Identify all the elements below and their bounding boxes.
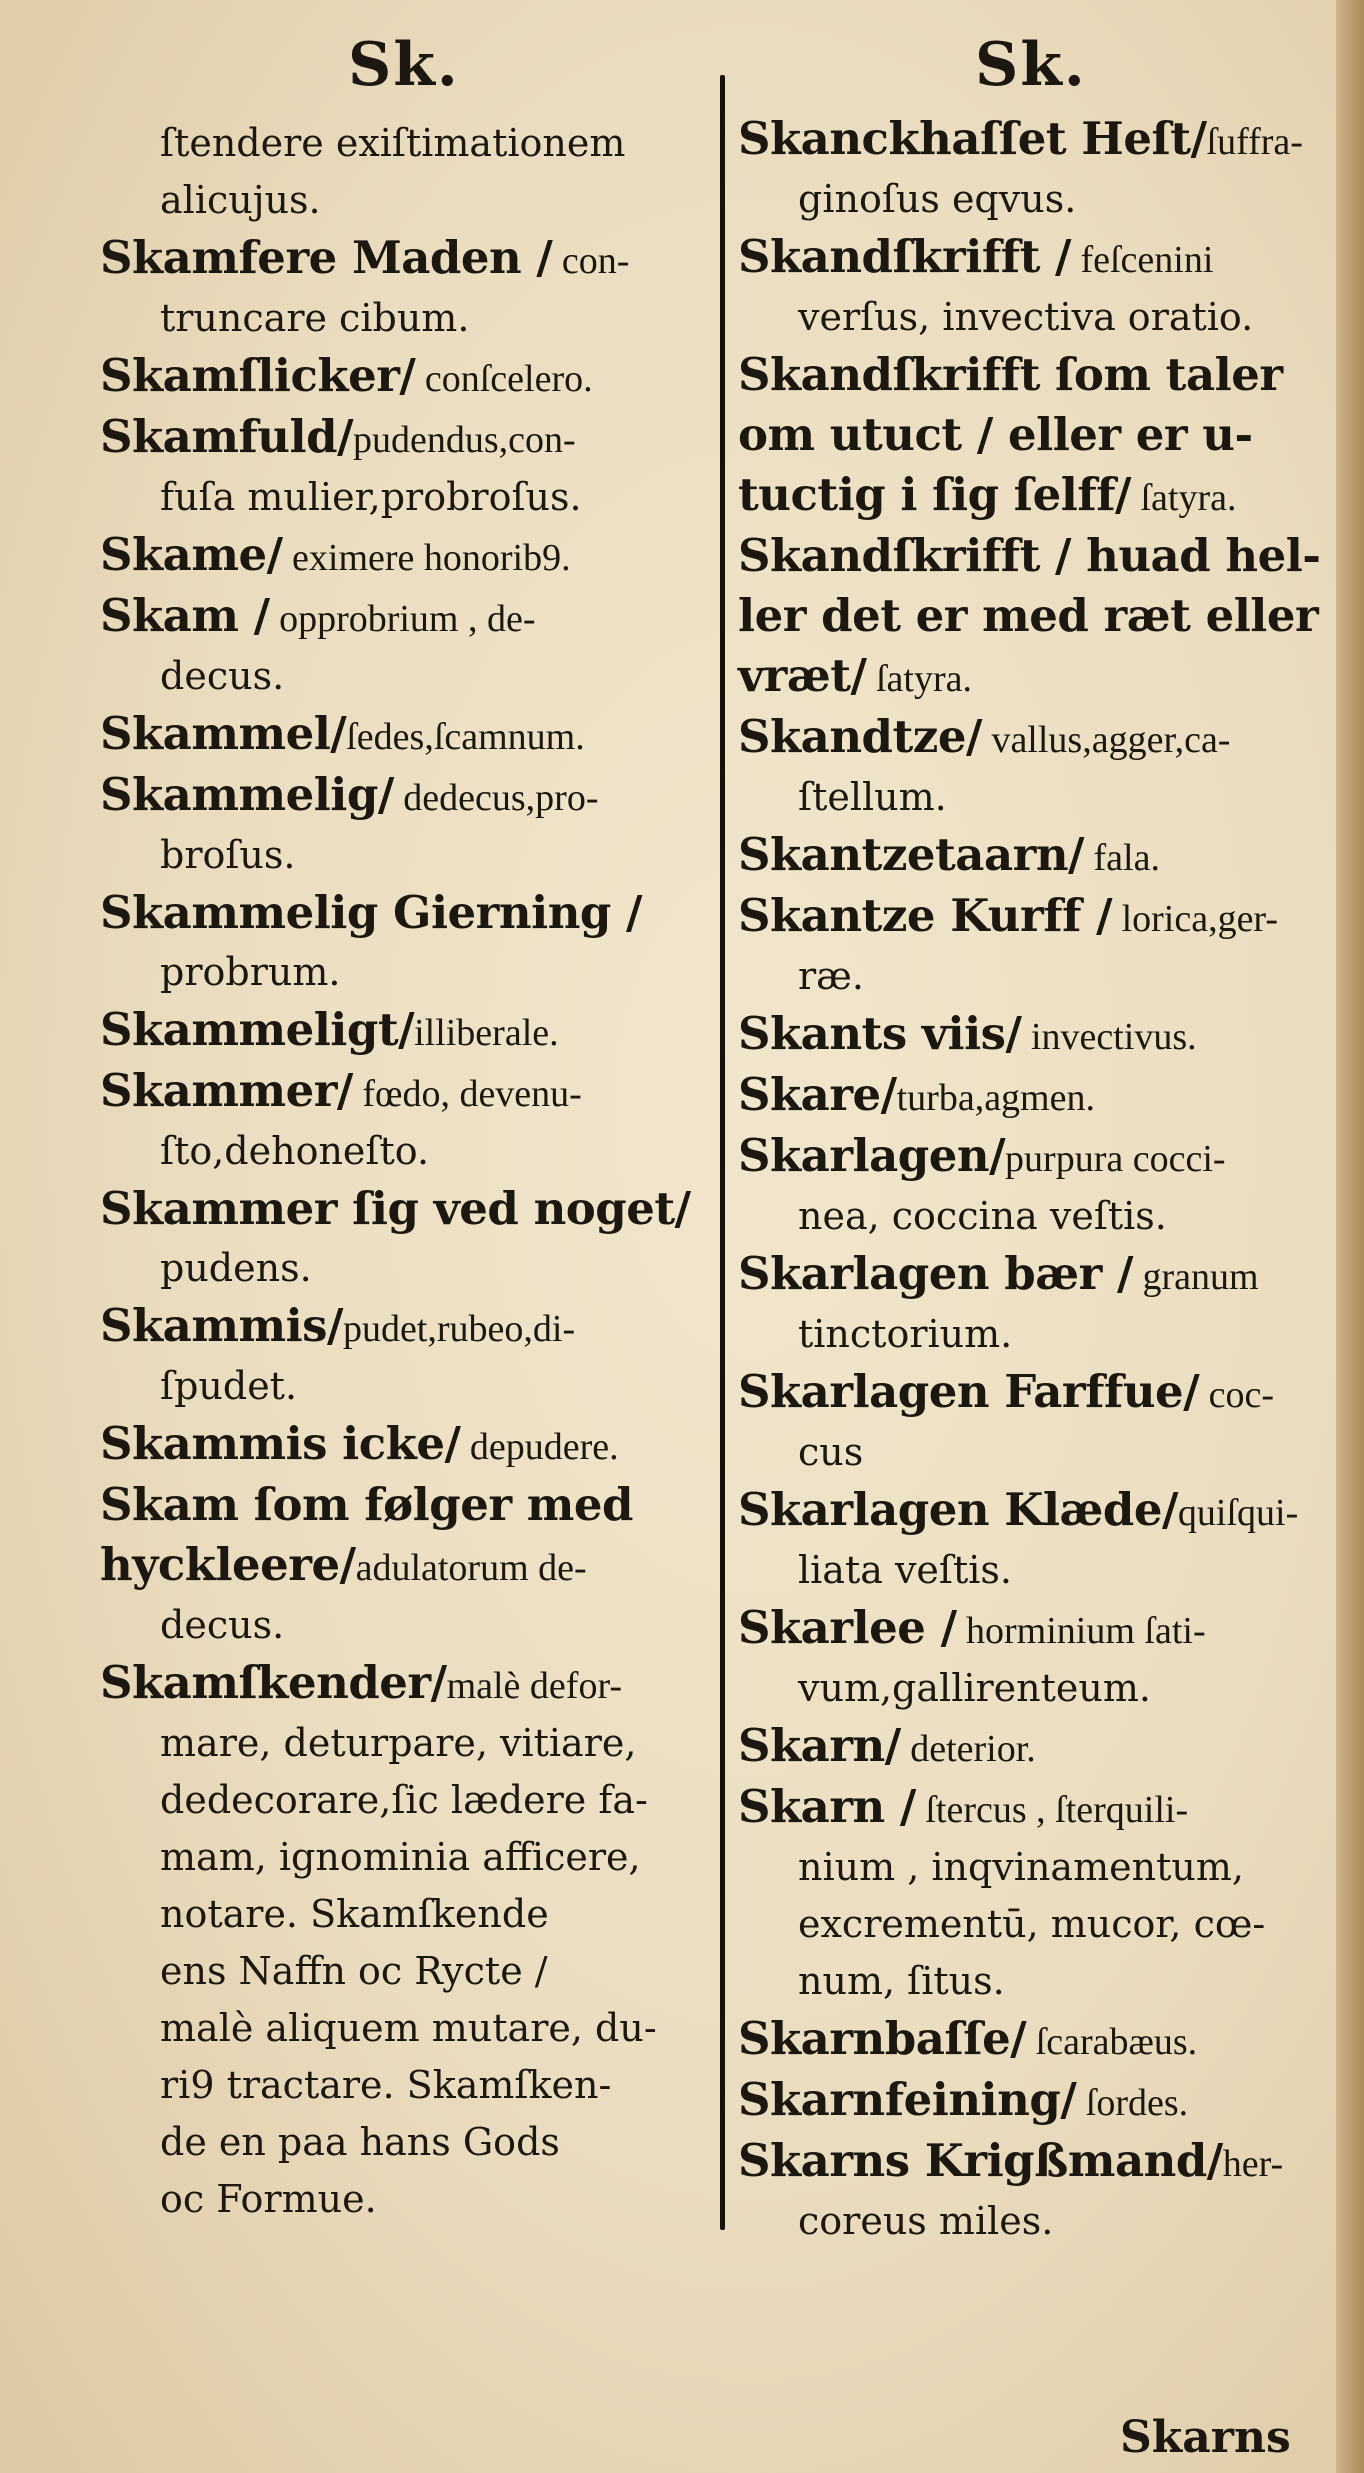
entry-translation: fala. xyxy=(1084,837,1160,879)
entry-headword: Skarlagen bær / xyxy=(738,1247,1133,1300)
dictionary-entry xyxy=(100,1297,705,1358)
dictionary-entry xyxy=(738,406,1328,466)
entry-continuation: verſus, invectiva oratio. xyxy=(798,295,1254,339)
entry-translation: fœdo, devenu- xyxy=(352,1073,582,1115)
entry-translation: pudendus,con- xyxy=(353,419,576,461)
entry-translation: pudet,rubeo,di- xyxy=(342,1308,576,1350)
dictionary-entry xyxy=(738,228,1328,289)
column-divider xyxy=(720,75,725,2230)
entry-translation: con- xyxy=(552,240,630,282)
entry-headword: Skanckhaſſet Heſt/ xyxy=(738,112,1207,165)
tail-line: mare, deturpare, vitiare, xyxy=(160,1721,637,1765)
lead-line: alicujus. xyxy=(160,178,321,222)
entry-translation: ſcarabæus. xyxy=(1026,2021,1198,2063)
entry-headword: Skarn / xyxy=(738,1780,916,1833)
dictionary-entry xyxy=(738,346,1328,406)
dictionary-entry xyxy=(738,466,1328,527)
left-tail-text xyxy=(100,1715,705,2228)
entry-continuation: decus. xyxy=(160,1603,285,1647)
entry-continuation: nea, coccina veſtis. xyxy=(798,1194,1167,1238)
catchword: Skarns xyxy=(1120,2412,1291,2463)
dictionary-entry xyxy=(738,887,1328,948)
entry-headword: Skamſkender/ xyxy=(100,1656,447,1709)
entry-continuation: num, ſitus. xyxy=(798,1959,1005,2003)
right-running-head: Sk. xyxy=(975,30,1087,100)
entry-headword: Skammel/ xyxy=(100,707,347,760)
dictionary-entry xyxy=(100,1476,705,1536)
dictionary-entry xyxy=(738,1245,1328,1306)
dictionary-entry xyxy=(100,1001,705,1062)
entry-continuation: truncare cibum. xyxy=(160,296,470,340)
entry-translation: ſtercus , ſterquili- xyxy=(915,1789,1189,1831)
entry-translation: ſedes,ſcamnum. xyxy=(346,716,585,758)
dictionary-entry xyxy=(100,229,705,290)
entry-continuation: decus. xyxy=(160,654,285,698)
dictionary-entry xyxy=(738,1066,1328,1127)
entry-headword: Skantzetaarn/ xyxy=(738,828,1084,881)
entry-headword: hyckleere/ xyxy=(100,1538,356,1591)
dictionary-entry xyxy=(100,1415,705,1476)
entry-continuation: pudens. xyxy=(160,1246,312,1290)
entry-headword: Skame/ xyxy=(100,528,283,581)
dictionary-entry xyxy=(100,408,705,469)
entry-headword: Skammis/ xyxy=(100,1299,343,1352)
dictionary-entry xyxy=(738,1717,1328,1778)
dictionary-entry xyxy=(100,766,705,827)
left-column xyxy=(100,115,705,2228)
entry-headword: Skarnbaſſe/ xyxy=(738,2012,1027,2065)
entry-translation: lorica,ger- xyxy=(1112,898,1278,940)
entry-headword: ler det er med ræt eller xyxy=(738,589,1319,642)
entry-translation: dedecus,pro- xyxy=(393,777,599,819)
entry-continuation: ſpudet. xyxy=(160,1364,298,1408)
entry-headword: Skammeligt/ xyxy=(100,1003,415,1056)
dictionary-entry xyxy=(738,527,1328,587)
entry-headword: Skandſkrifft / huad hel- xyxy=(738,529,1321,582)
dictionary-entry xyxy=(738,1005,1328,1066)
dictionary-entry xyxy=(738,1481,1328,1542)
dictionary-entry xyxy=(738,1127,1328,1188)
right-entry-list xyxy=(738,110,1328,2250)
dictionary-entry xyxy=(738,110,1328,171)
entry-headword: Skammelig/ xyxy=(100,768,394,821)
dictionary-entry xyxy=(100,526,705,587)
entry-continuation: cus xyxy=(798,1430,864,1474)
entry-translation: ſuffra- xyxy=(1206,121,1303,163)
dictionary-entry xyxy=(738,1778,1328,1839)
entry-continuation: excrementū, mucor, cœ- xyxy=(798,1902,1266,1946)
entry-translation: ſatyra. xyxy=(1131,477,1237,519)
entry-continuation: nium , inqvinamentum, xyxy=(798,1845,1244,1889)
entry-continuation: ræ. xyxy=(798,954,864,998)
entry-headword: Skamſlicker/ xyxy=(100,349,416,402)
dictionary-entry xyxy=(738,587,1328,647)
entry-translation: conſcelero. xyxy=(415,358,593,400)
entry-headword: Skammis icke/ xyxy=(100,1417,461,1470)
entry-headword: Skants viis/ xyxy=(738,1007,1022,1060)
entry-translation: coc- xyxy=(1199,1374,1275,1416)
dictionary-entry xyxy=(100,587,705,648)
tail-line: oc Formue. xyxy=(160,2177,377,2221)
entry-translation: illiberale. xyxy=(414,1012,559,1054)
entry-headword: vræt/ xyxy=(738,649,867,702)
entry-translation: quiſqui- xyxy=(1177,1492,1299,1534)
tail-line: dedecorare,ſic lædere fa- xyxy=(160,1778,648,1822)
dictionary-entry xyxy=(100,1062,705,1123)
entry-headword: Skarnfeining/ xyxy=(738,2073,1077,2126)
entry-translation: ſatyra. xyxy=(866,658,972,700)
right-column xyxy=(738,110,1328,2250)
dictionary-entry xyxy=(100,705,705,766)
dictionary-entry xyxy=(738,1599,1328,1660)
entry-continuation: ſtellum. xyxy=(798,775,947,819)
dictionary-entry xyxy=(100,884,705,944)
entry-headword: Skarlee / xyxy=(738,1601,957,1654)
entry-continuation: fuſa mulier,probroſus. xyxy=(160,475,582,519)
entry-continuation: ginoſus eqvus. xyxy=(798,177,1077,221)
dictionary-entry xyxy=(738,647,1328,708)
entry-headword: Skantze Kurff / xyxy=(738,889,1113,942)
entry-headword: Skammer/ xyxy=(100,1064,353,1117)
entry-headword: Skarlagen Farffue/ xyxy=(738,1365,1200,1418)
entry-translation: feſcenini xyxy=(1070,239,1214,281)
entry-headword: Skammelig Gierning / xyxy=(100,886,642,939)
entry-translation: turba,agmen. xyxy=(896,1077,1095,1119)
dictionary-entry xyxy=(738,2071,1328,2132)
lead-line: ſtendere exiſtimationem xyxy=(160,121,626,165)
entry-headword: Skandſkrifft / xyxy=(738,230,1071,283)
entry-translation: granum xyxy=(1132,1256,1259,1298)
dictionary-entry xyxy=(100,1536,705,1597)
dictionary-entry xyxy=(100,347,705,408)
dictionary-entry xyxy=(738,2010,1328,2071)
entry-translation: purpura cocci- xyxy=(1005,1138,1226,1180)
entry-translation: deterior. xyxy=(900,1728,1036,1770)
entry-continuation: coreus miles. xyxy=(798,2199,1054,2243)
entry-translation: invectivus. xyxy=(1021,1016,1197,1058)
page-edge xyxy=(1336,0,1364,2473)
tail-line: malè aliquem mutare, du- xyxy=(160,2006,657,2050)
entry-continuation: tinctorium. xyxy=(798,1312,1013,1356)
entry-translation: eximere honorib9. xyxy=(282,537,571,579)
entry-headword: Skarlagen/ xyxy=(738,1129,1006,1182)
entry-headword: om utuct / eller er u- xyxy=(738,408,1253,461)
entry-headword: Skamfuld/ xyxy=(100,410,354,463)
dictionary-entry xyxy=(738,826,1328,887)
tail-line: mam, ignominia afficere, xyxy=(160,1835,641,1879)
entry-translation: opprobrium , de- xyxy=(269,598,536,640)
entry-translation: malè defor- xyxy=(446,1665,622,1707)
entry-headword: Skammer ſig ved noget/ xyxy=(100,1182,691,1235)
entry-headword: Skam ſom følger med xyxy=(100,1478,633,1531)
dictionary-entry xyxy=(100,1654,705,1715)
left-running-head: Sk. xyxy=(348,30,460,100)
tail-line: ens Naffn oc Rycte / xyxy=(160,1949,548,1993)
entry-headword: Skandſkrifft ſom taler xyxy=(738,348,1283,401)
entry-headword: Skarn/ xyxy=(738,1719,901,1772)
entry-headword: Skarns Krigßmand/ xyxy=(738,2134,1223,2187)
dictionary-entry xyxy=(738,2132,1328,2193)
tail-line: ri9 tractare. Skamſken- xyxy=(160,2063,612,2107)
entry-translation: depudere. xyxy=(460,1426,619,1468)
entry-translation: ſordes. xyxy=(1076,2082,1189,2124)
entry-headword: Skamfere Maden / xyxy=(100,231,553,284)
dictionary-entry xyxy=(100,1180,705,1240)
entry-translation: her- xyxy=(1222,2143,1284,2185)
entry-translation: horminium ſati- xyxy=(956,1610,1206,1652)
dictionary-entry xyxy=(738,708,1328,769)
tail-line: notare. Skamſkende xyxy=(160,1892,549,1936)
entry-headword: tuctig i ſig ſelff/ xyxy=(738,468,1131,521)
entry-continuation: probrum. xyxy=(160,950,341,994)
entry-translation: vallus,agger,ca- xyxy=(981,719,1231,761)
dictionary-entry xyxy=(738,1363,1328,1424)
entry-continuation: vum,gallirenteum. xyxy=(798,1666,1151,1710)
entry-headword: Skare/ xyxy=(738,1068,897,1121)
tail-line: de en paa hans Gods xyxy=(160,2120,560,2164)
entry-translation: adulatorum de- xyxy=(355,1547,587,1589)
entry-continuation: liata veſtis. xyxy=(798,1548,1012,1592)
entry-headword: Skarlagen Klæde/ xyxy=(738,1483,1178,1536)
entry-continuation: broſus. xyxy=(160,833,296,877)
entry-headword: Skam / xyxy=(100,589,270,642)
entry-headword: Skandtze/ xyxy=(738,710,982,763)
left-entry-list xyxy=(100,229,705,1715)
entry-continuation: ſto,dehoneſto. xyxy=(160,1129,430,1173)
